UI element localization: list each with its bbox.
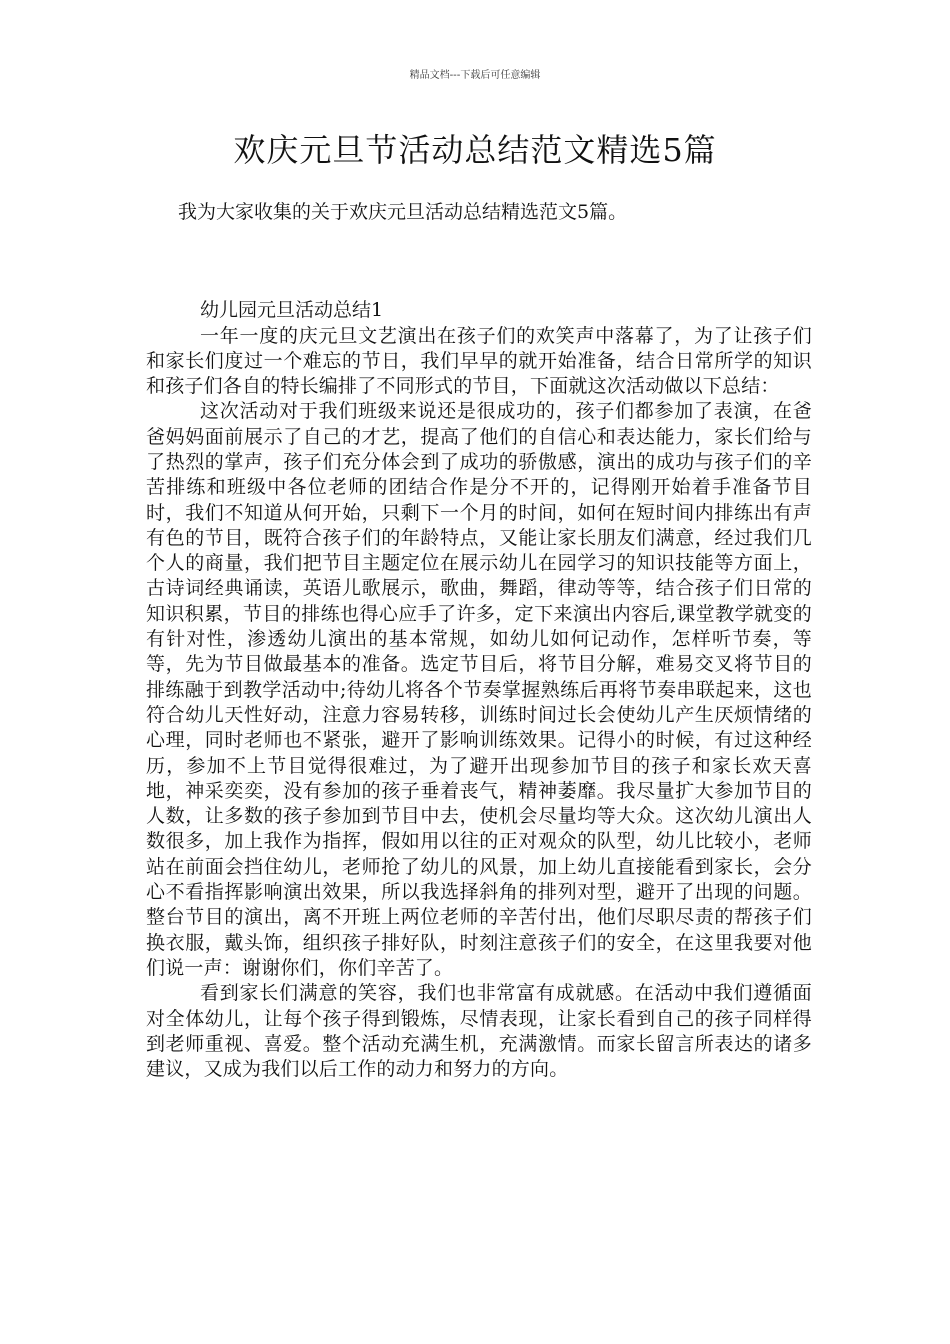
article-section <box>146 298 812 1082</box>
intro-paragraph: 我为大家收集的关于欢庆元旦活动总结精选范文5篇。 <box>178 201 628 223</box>
header-note: 精品文档---下载后可任意编辑 <box>409 70 541 81</box>
body-paragraph-3: 看到家长们满意的笑容，我们也非常富有成就感。在活动中我们遵循面对全体幼儿，让每个孩子得到锻炼，尽情表现，让家长看到自己的孩子同样得到老师重视、喜爱。整个活动充满生机，充满激情。而家长留言所表达的诸多建议，又成为我们以后工作的动力和努力的方向。 <box>146 982 812 1081</box>
document-title: 欢庆元旦节活动总结范文精选5篇 <box>233 131 717 169</box>
body-paragraph-2: 这次活动对于我们班级来说还是很成功的，孩子们都参加了表演，在爸爸妈妈面前展示了自己的才艺，提高了他们的自信心和表达能力，家长们给与了热烈的掌声，孩子们充分体会到了成功的骄傲感，演出的成功与孩子们的辛苦排练和班级中各位老师的团结合作是分不开的，记得刚开始着手准备节目时，我们不知道从何开始，只剩下一个月的时间，如何在短时间内排练出有声有色的节目，既符合孩子们的年龄特点，又能让家长朋友们满意，经过我们几个人的商量，我们把节目主题定位在展示幼儿在园学习的知识技能等方面上，古诗词经典诵读，英语儿歌展示，歌曲，舞蹈，律动等等，结合孩子们日常的知识积累，节目的排练也得心应手了许多，定下来演出内容后,课堂教学就变的有针对性，渗透幼儿演出的基本常规，如幼儿如何记动作，怎样听节奏，等等，先为节目做最基本的准备。选定节目后，将节目分解，难易交叉将节目的排练融于到教学活动中;待幼儿将各个节奏掌握熟练后再将节奏串联起来，这也符合幼儿天性好动，注意力容易转移，训练时间过长会使幼儿产生厌烦情绪的心理，同时老师也不紧张，避开了影响训练效果。记得小的时候，有过这种经历，参加不上节目觉得很难过，为了避开出现参加节目的孩子和家长欢天喜地，神采奕奕，没有参加的孩子垂着丧气，精神萎靡。我尽量扩大参加节目的人数，让多数的孩子参加到节目中去，使机会尽量均等大众。这次幼儿演出人数很多，加上我作为指挥，假如用以往的正对观众的队型，幼儿比较小，老师站在前面会挡住幼儿，老师抢了幼儿的风景，加上幼儿直接能看到家长，会分心不看指挥影响演出效果，所以我选择斜角的排列对型，避开了出现的问题。整台节目的演出，离不开班上两位老师的辛苦付出，他们尽职尽责的帮孩子们换衣服，戴头饰，组织孩子排好队，时刻注意孩子们的安全，在这里我要对他们说一声：谢谢你们，你们辛苦了。 <box>146 400 812 979</box>
section-heading: 幼儿园元旦活动总结1 <box>200 299 384 321</box>
body-paragraph-1: 一年一度的庆元旦文艺演出在孩子们的欢笑声中落幕了，为了让孩子们和家长们度过一个难忘的节日，我们早早的就开始准备，结合日常所学的知识和孩子们各自的特长编排了不同形式的节目，下面就这次活动做以下总结： <box>146 324 812 398</box>
